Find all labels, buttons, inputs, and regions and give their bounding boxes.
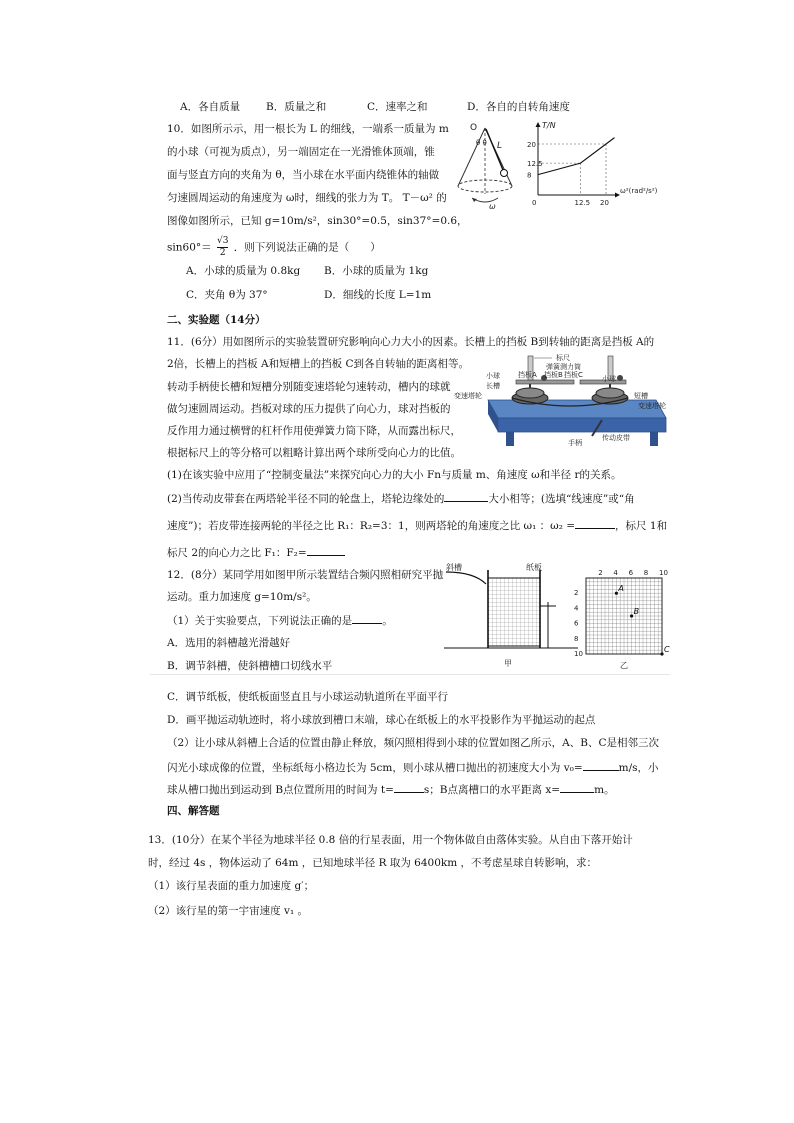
omega-label: ω xyxy=(489,202,496,211)
label-baffle-b: 挡板B xyxy=(544,371,563,379)
y-tick-label: 12.5 xyxy=(527,160,543,169)
ball xyxy=(501,170,508,177)
blank-velocity-type[interactable] xyxy=(444,491,488,502)
grid-board xyxy=(488,578,540,646)
point-label-b: B xyxy=(633,607,640,616)
q10-line6-end: ．则下列说法正确的是（ ） xyxy=(233,241,381,254)
q11-line4: 做匀速圆周运动。挡板对球的压力提供了向心力，球对挡板的 xyxy=(167,403,451,415)
q11-line3: 转动手柄使长槽和短槽分别随变速塔轮匀速转动，槽内的球就 xyxy=(167,381,451,393)
q11-line6: 根据标尺上的等分格可以粗略计算出两个球所受向心力的比值。 xyxy=(167,447,461,459)
caption-yi: 乙 xyxy=(620,661,628,670)
base-leg-left xyxy=(506,432,514,446)
q11-line9 xyxy=(167,518,667,533)
q12-part2-line3-start: 球从槽口抛出到运动到 B点位置所用的时间为 t= xyxy=(167,784,394,796)
tower-wheel-right-upper xyxy=(596,388,624,398)
label-ball-left: 小球 xyxy=(486,372,500,380)
q10-line6-start: sin60°＝ xyxy=(167,241,212,254)
q13-line4: （2）该行星的第一宇宙速度 v₁ 。 xyxy=(148,905,308,917)
label-wheel-right: 变速塔轮 xyxy=(638,402,666,410)
x-tick-label: 10 xyxy=(659,569,668,577)
q12-line3 xyxy=(167,613,393,628)
blank-omega-ratio[interactable] xyxy=(575,518,615,529)
fraction-numerator: √3 xyxy=(216,236,229,246)
base-front xyxy=(498,418,666,432)
q11-line8 xyxy=(167,491,635,506)
x-tick-label: 2 xyxy=(598,569,603,577)
blank-distance[interactable] xyxy=(560,782,594,793)
origin-label: 0 xyxy=(532,199,537,207)
q12-line3-period: 。 xyxy=(382,615,393,627)
q11-line10-start: 标尺 2的向心力之比 F₁：F₂= xyxy=(167,547,307,559)
q12-line3-text: （1）关于实验要点，下列说法正确的是 xyxy=(167,615,353,627)
q13-line2: 时，经过 4s ，物体运动了 64m ，已知地球半径 R 取为 6400km ，不考虑星球自转影响，求： xyxy=(148,857,598,869)
label-ball-right: 小球 xyxy=(602,375,616,383)
page-divider xyxy=(150,674,670,675)
label-chute: 斜槽 xyxy=(446,563,462,572)
ball-right xyxy=(617,375,623,381)
q11-line8-end: 大小相等；(选填“线速度”或“角 xyxy=(488,493,635,505)
label-belt: 传动皮带 xyxy=(602,434,630,442)
cone-left-edge xyxy=(458,128,485,186)
q11-line7: (1)在该实验中应用了“控制变量法”来探究向心力的大小 Fn与质量 m、角速度 ω和半径 r的关系。 xyxy=(167,469,622,481)
point-label-a: A xyxy=(618,584,624,594)
q12-option-b: B．调节斜槽，使斜槽槽口切线水平 xyxy=(167,660,333,672)
q10-option-c: C．夹角 θ为 37° xyxy=(186,289,268,301)
q10-line5: 图像如图所示，已知 g=10m/s²，sin30°=0.5，sin37°=0.6， xyxy=(167,215,468,227)
option-b: B．质量之和 xyxy=(266,101,327,113)
q12-part2-line3-mid: s；B点离槽口的水平距离 x= xyxy=(423,784,561,796)
centripetal-apparatus-figure xyxy=(452,352,674,462)
q10-line3: 面与竖直方向的夹角为 θ，当小球在水平面内绕锥体的轴做 xyxy=(167,169,440,181)
label-short-slot: 短槽 xyxy=(634,392,648,400)
blank-time[interactable] xyxy=(394,782,424,793)
q10-option-d: D．细线的长度 L=1m xyxy=(324,289,432,301)
blank-force-ratio[interactable] xyxy=(307,545,345,556)
x-tick-label: 20 xyxy=(600,199,609,207)
y-axis-label: T/N xyxy=(542,121,556,130)
q10-line2: 的小球（可视为质点），另一端固定在一光滑锥体顶端，锥 xyxy=(167,146,435,158)
cone-figure xyxy=(452,120,522,210)
q10-option-b: B．小球的质量为 1kg xyxy=(324,265,429,277)
q10-line4: 匀速圆周运动的角速度为 ω时，细线的张力为 T。 T－ω² 的 xyxy=(167,192,447,204)
q10-option-a: A．小球的质量为 0.8kg xyxy=(186,265,301,277)
q12-line2: 运动。重力加速度 g=10m/s²。 xyxy=(167,591,317,603)
q12-part2-line2-start: 闪光小球成像的位置，坐标纸每小格边长为 5cm，则小球从槽口抛出的初速度大小为 v₀= xyxy=(167,762,583,774)
option-a: A．各自质量 xyxy=(180,101,241,113)
x-tick-label: 12.5 xyxy=(574,199,591,207)
cone-apex-label: O xyxy=(470,123,478,133)
blank-initial-velocity[interactable] xyxy=(583,760,619,771)
length-label: L xyxy=(497,141,503,151)
caption-jia: 甲 xyxy=(504,659,512,668)
q11-line9-end: ，标尺 1和 xyxy=(615,520,668,532)
q12-line1: 12．(8分）某同学用如图甲所示装置结合频闪照相研究平抛 xyxy=(167,569,444,581)
q12-option-d: D．画平抛运动轨迹时，将小球放到槽口末端，球心在纸板上的水平投影作为平抛运动的起点 xyxy=(167,714,596,726)
q13-line3: （1）该行星表面的重力加速度 g′； xyxy=(148,880,315,892)
q11-line9-start: 速度”)；若皮带连接两轮的半径之比 R₁：R₂=3：1，则两塔轮的角速度之比 ω₁ ：ω₂ = xyxy=(167,520,576,532)
q12-option-c: C．调节纸板，使纸板面竖直且与小球运动轨道所在平面平行 xyxy=(167,691,449,703)
sqrt3-over-2-fraction xyxy=(217,236,228,259)
q12-part2-line2 xyxy=(167,760,659,775)
q11-line8-start: (2)当传动皮带套在两塔轮半径不同的轮盘上，塔轮边缘处的 xyxy=(167,493,445,505)
figure-jia xyxy=(444,562,578,670)
chute-curve xyxy=(446,572,486,584)
label-long-slot: 长槽 xyxy=(486,382,500,390)
label-spring: 弹簧测力筒 xyxy=(546,363,581,371)
y-tick-label: 8 xyxy=(527,171,532,180)
label-baffle-c: 挡板C xyxy=(564,371,583,379)
y-axis-arrow xyxy=(536,122,541,127)
q11-line5: 反作用力通过横臂的杠杆作用使弹簧力筒下降，从而露出标尺， xyxy=(167,425,461,437)
figure-yi xyxy=(574,564,670,670)
y-tick-label: 6 xyxy=(574,619,579,628)
label-ruler: 标尺 xyxy=(556,354,570,362)
y-tick-label: 4 xyxy=(574,604,579,613)
x-tick-label: 6 xyxy=(628,569,634,577)
q13-line1: 13．(10分）在某个半径为地球半径 0.8 倍的行星表面，用一个物体做自由落体实验。从自由下落开始计 xyxy=(148,834,633,846)
option-c: C．速率之和 xyxy=(367,101,428,113)
label-baffle-a: 挡板A xyxy=(518,371,537,379)
q10-line1: 10．如图所示示，用一根长为 L 的细线，一端系一质量为 m xyxy=(167,123,449,135)
q11-line2: 2倍，长槽上的挡板 A和短槽上的挡板 C到各自转轴的距离相等。 xyxy=(167,358,469,370)
blank-correct-choice[interactable] xyxy=(352,613,382,624)
label-wheel-left: 变速塔轮 xyxy=(454,392,482,400)
y-tick-label: 8 xyxy=(574,634,579,643)
tension-curve xyxy=(538,138,615,175)
base-leg-right xyxy=(650,432,658,446)
fraction-denominator: 2 xyxy=(219,248,226,258)
point-label-c: C xyxy=(664,645,670,654)
x-tick-label: 8 xyxy=(643,569,649,577)
angle-label: θ θ xyxy=(476,139,487,147)
q12-option-a: A．选用的斜槽越光滑越好 xyxy=(167,637,291,649)
q11-line1: 11．(6分）用如图所示的实验装置研究影响向心力大小的因素。长槽上的挡板 B到转轴的距离是挡板 A的 xyxy=(167,336,655,348)
q12-part2-line3-end: m。 xyxy=(594,784,615,796)
x-tick-label: 4 xyxy=(613,569,618,577)
y-tick-label: 20 xyxy=(527,141,536,149)
y-tick-label: 2 xyxy=(574,589,579,598)
q12-part2-line2-end: m/s，小 xyxy=(618,762,659,774)
label-board: 纸板 xyxy=(526,563,542,572)
option-d: D．各自的自转角速度 xyxy=(467,101,570,113)
section-heading-answers: 四、解答题 xyxy=(167,805,220,817)
q12-part2-line1: （2）让小球从斜槽上合适的位置由静止释放，频闪照相得到小球的位置如图乙所示，A、B、C是相邻三次 xyxy=(167,737,660,749)
tower-wheel-left-upper xyxy=(516,388,544,398)
x-axis-label: ω²(rad²/s²) xyxy=(620,187,658,195)
q10-line6 xyxy=(167,236,381,259)
q12-part2-line3 xyxy=(167,782,615,797)
tension-graph xyxy=(526,120,676,208)
q11-line10 xyxy=(167,545,345,560)
label-handle: 手柄 xyxy=(568,439,582,447)
section-heading-experiment: 二、实验题（14分） xyxy=(167,314,266,326)
y-tick-label: 10 xyxy=(574,650,583,658)
